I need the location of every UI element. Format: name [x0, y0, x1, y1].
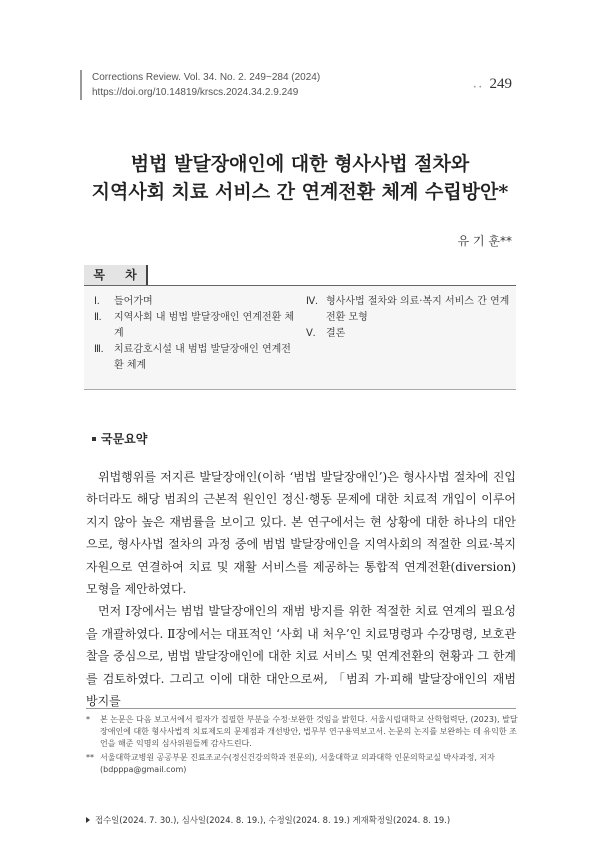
submission-dates-text: 접수일(2024. 7. 30.), 심사일(2024. 8. 19.), 수정일(2024. 8. 19.) 게재확정일(2024. 8. 19.) — [95, 815, 451, 825]
toc-item-text: 결론 — [326, 328, 346, 339]
square-bullet-icon — [92, 437, 96, 441]
doi-link[interactable]: https://doi.org/10.14819/krscs.2024.34.2.9.249 — [92, 87, 299, 98]
toc-column-left — [94, 294, 299, 374]
table-of-contents — [84, 286, 516, 390]
toc-item-number: Ⅲ. — [94, 344, 104, 355]
footnotes — [86, 714, 522, 777]
title-line-2: 지역사회 치료 서비스 간 연계전환 체계 수립방안* — [91, 181, 509, 203]
author-name: 유 기 훈** — [457, 234, 512, 248]
toc-item — [94, 342, 299, 374]
footnote-mark: ** — [86, 752, 94, 762]
title-line-1: 범법 발달장애인에 대한 형사사법 절차와 — [130, 153, 470, 175]
abstract-heading-text: 국문요약 — [101, 432, 148, 446]
toc-item-text: 들어가며 — [114, 296, 153, 307]
toc-item-number: Ⅴ. — [306, 328, 316, 339]
toc-item-number: Ⅳ. — [306, 296, 318, 307]
footnote — [86, 752, 522, 776]
toc-label: 목 차 — [84, 265, 148, 285]
abstract-paragraph-1: 위법행위를 저지른 발달장애인(이하 ‘범법 발달장애인’)은 형사사법 절차에 진입하더라도 해당 범죄의 근본적 원인인 정신·행동 문제에 대한 치료적 개입이 이루어지지 않아 높은 재범률을 보이고 있다. 본 연구에서는 현 상황에 대한 하나의 대안으로, 형사사법 절차의 과정 중에 범법 발달장애인을 지역사회의 적절한 의료·복지자원으로 연결하여 치료 및 재활 서비스를 제공하는 통합적 연계전환(diversion) 모형을 제안하였다. — [86, 470, 516, 597]
page-number-dots: • • — [473, 84, 482, 91]
toc-item — [306, 326, 511, 342]
toc-item-text: 지역사회 내 범법 발달장애인 연계전환 체계 — [114, 312, 295, 339]
abstract-body — [86, 466, 516, 712]
footnote-text: 서울대학교병원 공공부문 진료조교수(정신건강의학과 전문의), 서울대학교 의과대학 인문의학교실 박사과정, 저자(bdpppa@gmail.com) — [100, 752, 495, 774]
footnote — [86, 714, 522, 751]
triangle-bullet-icon — [86, 817, 90, 823]
paper-title — [60, 150, 540, 206]
abstract-paragraph-2: 먼저 Ⅰ장에서는 범법 발달장애인의 재범 방지를 위한 적절한 치료 연계의 필요성을 개괄하였다. Ⅱ장에서는 대표적인 ‘사회 내 처우’인 치료명령과 수강명령, 보호관찰을 중심으로, 범법 발달장애인에 대한 치료 서비스 및 연계전환의 현황과 그 한계를 검토하였다. 그리고 이에 대한 대안으로써, 「범죄 가·피해 발달장애인의 재범 방지를 — [86, 604, 516, 709]
toc-item — [94, 294, 299, 310]
abstract-heading — [92, 430, 147, 447]
toc-item — [94, 310, 299, 342]
toc-item-number: Ⅱ. — [94, 312, 102, 323]
footnote-text: 본 논문은 다음 보고서에서 필자가 집필한 부분을 수정·보완한 것임을 밝힌다. 서울시립대학교 산학협력단, (2023), 발달장애인에 대한 형사사법적 치료제도의 문제점과 개선방안, 법무부 연구용역보고서. 논문의 논지를 보완하는 데 유익한 조언을 해준 익명의 심사위원들께 감사드린다. — [100, 715, 518, 749]
header-accent-bar — [80, 70, 82, 100]
toc-item-number: Ⅰ. — [94, 296, 100, 307]
submission-dates — [86, 814, 450, 826]
toc-item-text: 치료감호시설 내 범법 발달장애인 연계전환 체계 — [114, 344, 291, 371]
footnote-divider — [86, 708, 516, 709]
journal-citation: Corrections Review. Vol. 34. No. 2. 249~284 (2024) — [92, 72, 321, 83]
toc-column-right — [306, 294, 511, 342]
toc-item-text: 형사사법 절차와 의료·복지 서비스 간 연계전환 모형 — [326, 296, 510, 323]
page-number: 249 — [489, 76, 512, 92]
footnote-mark: * — [86, 715, 90, 724]
toc-item — [306, 294, 511, 326]
journal-info — [92, 70, 320, 100]
